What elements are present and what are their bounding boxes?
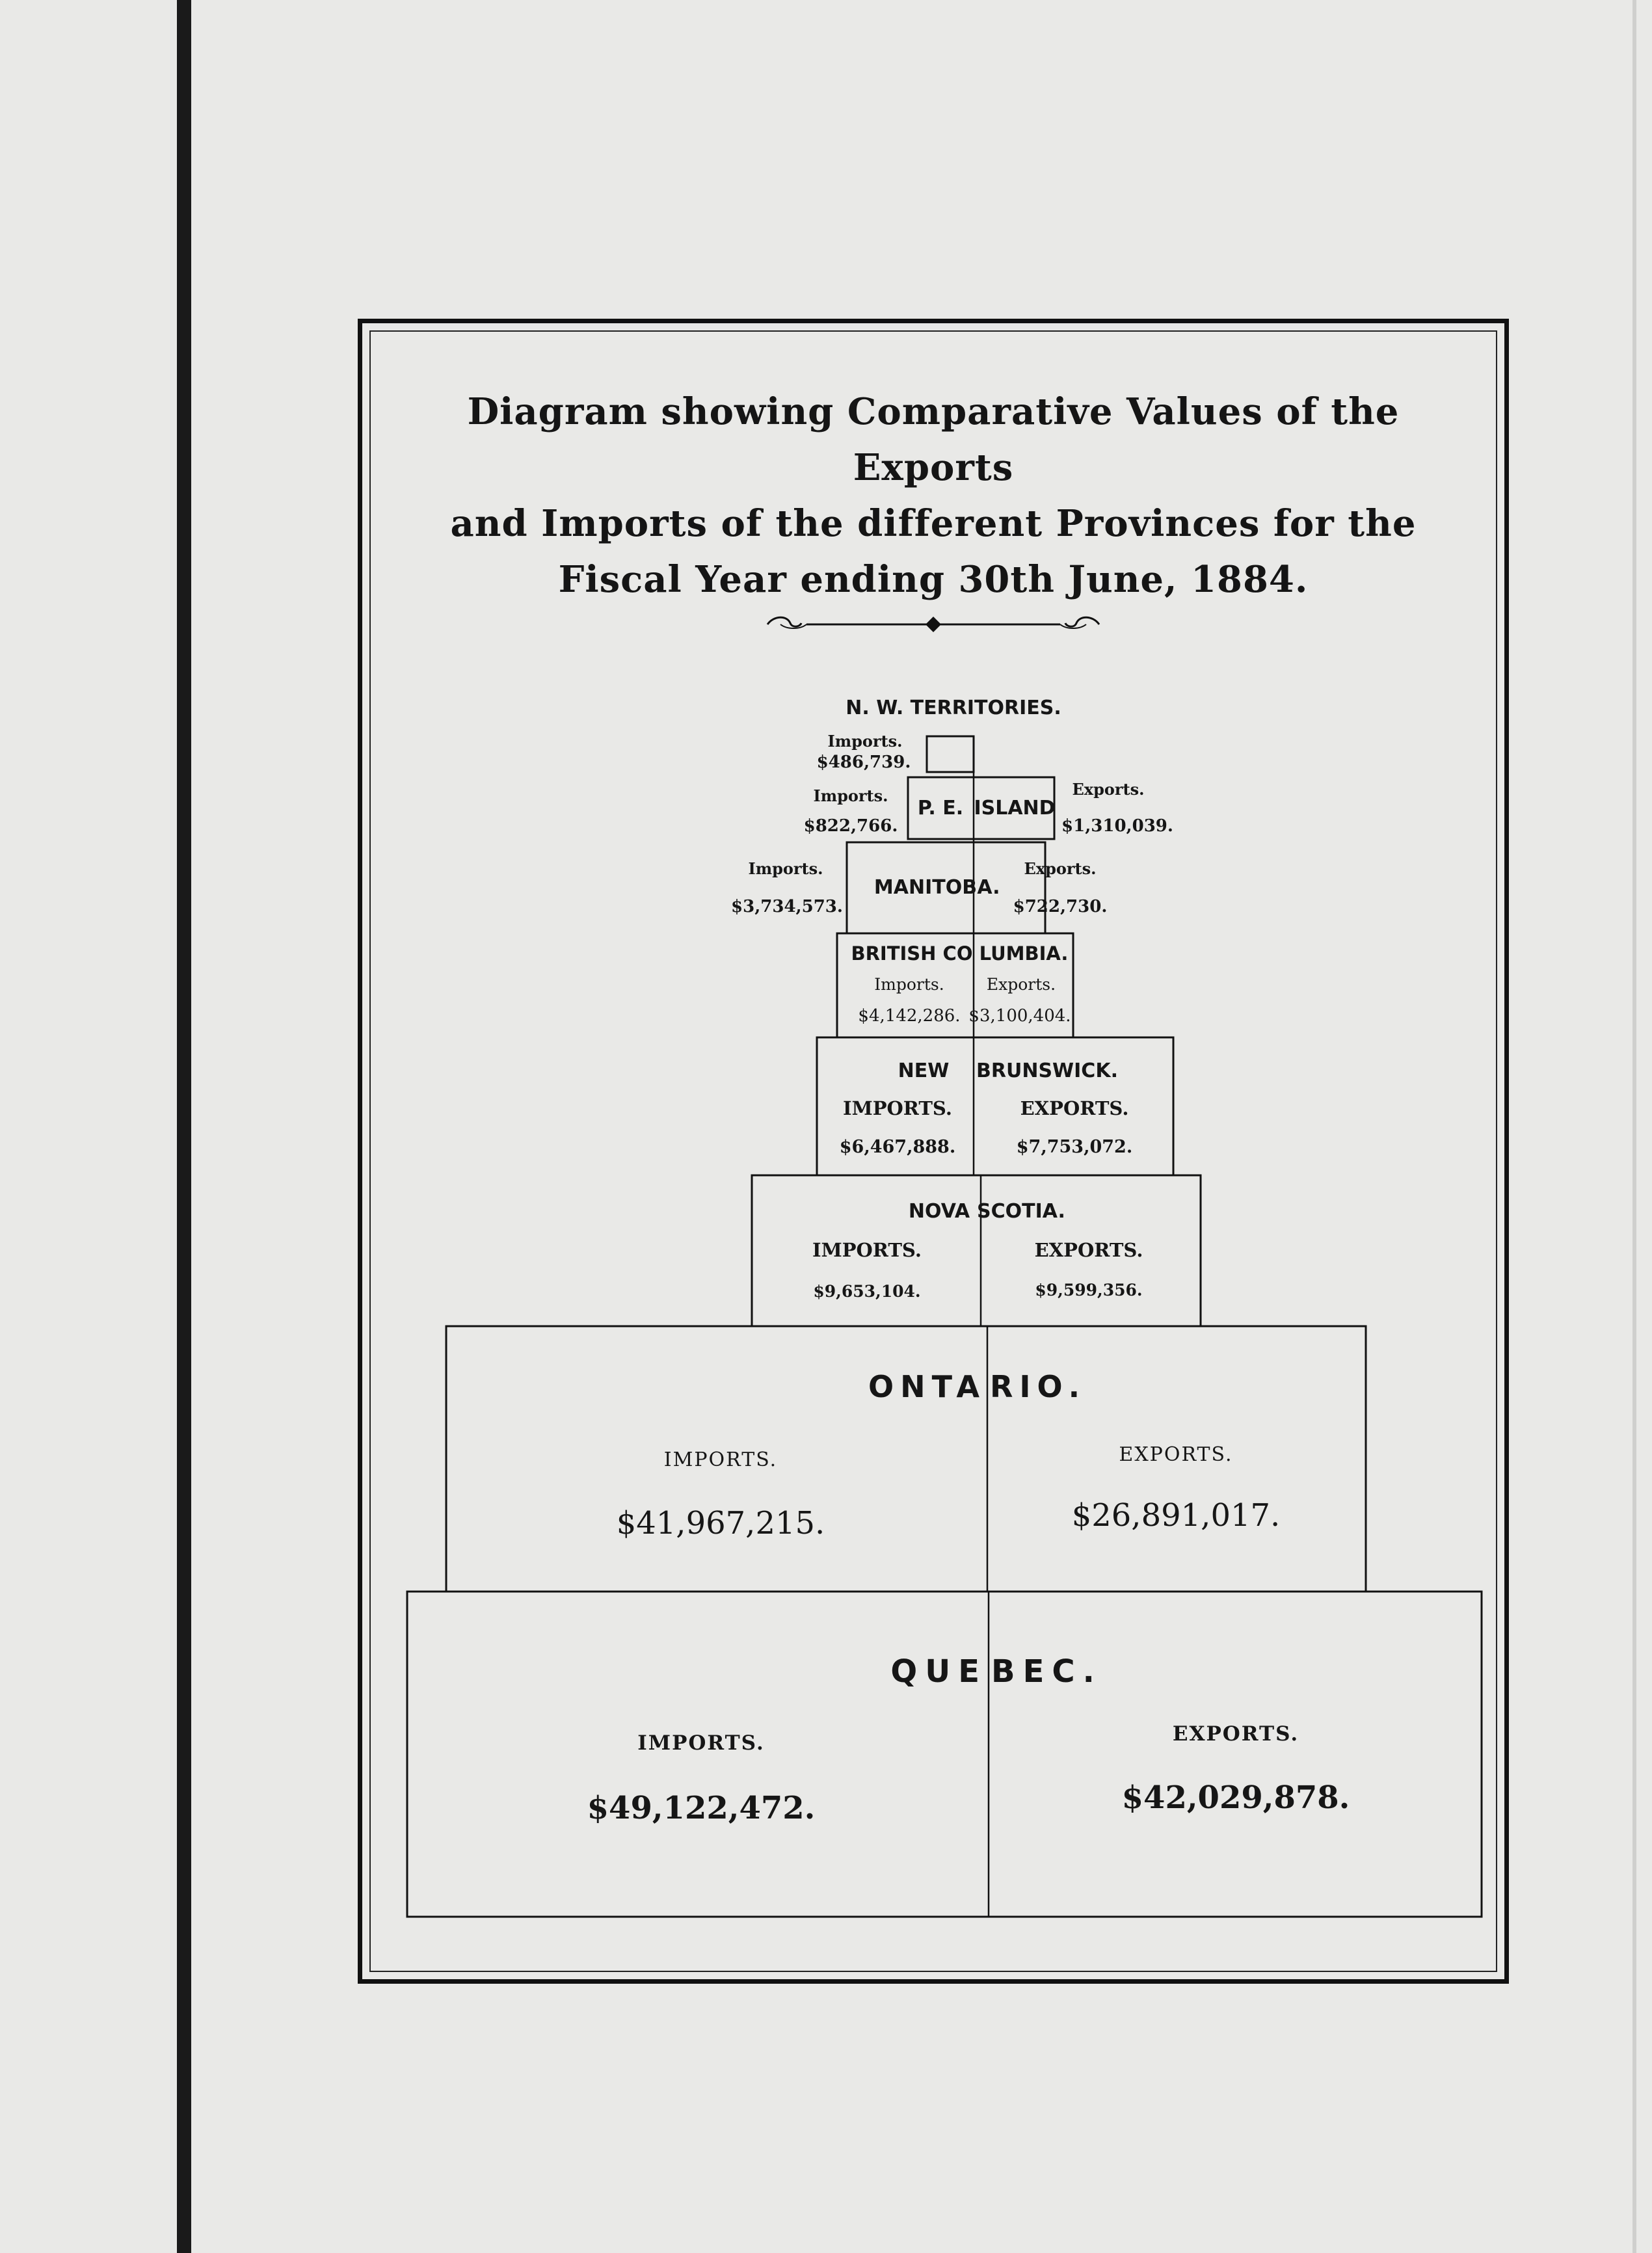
pei-imports-value: $822,766. bbox=[803, 816, 898, 836]
manitoba-imports-value: $3,734,573. bbox=[731, 897, 843, 916]
quebec-name-left: QUE bbox=[890, 1653, 987, 1690]
nb-exports-value: $7,753,072. bbox=[1016, 1137, 1133, 1157]
bc-exports-label: Exports. bbox=[986, 975, 1056, 994]
title-line-1: Diagram showing Comparative Values of the Exports bbox=[467, 390, 1400, 489]
ns-exports-label: EXPORTS. bbox=[1034, 1239, 1143, 1261]
nb-imports-value: $6,467,888. bbox=[839, 1137, 956, 1157]
ns-imports-label: IMPORTS. bbox=[812, 1239, 922, 1261]
quebec-imports-label: IMPORTS. bbox=[637, 1731, 765, 1755]
nwt-imports-value: $486,739. bbox=[816, 753, 911, 772]
manitoba-exports-value: $722,730. bbox=[1013, 897, 1108, 916]
box-nwt bbox=[927, 736, 974, 772]
bc-imports-label: Imports. bbox=[874, 975, 944, 994]
ns-imports-value: $9,653,104. bbox=[813, 1282, 921, 1301]
pei-exports-value: $1,310,039. bbox=[1061, 816, 1173, 836]
title-line-3: Fiscal Year ending 30th June, 1884. bbox=[558, 558, 1309, 601]
ontario-name-left: ONTA bbox=[868, 1369, 986, 1404]
quebec-imports-value: $49,122,472. bbox=[587, 1790, 816, 1826]
ontario-imports-label: IMPORTS. bbox=[663, 1448, 778, 1471]
title-line-2: and Imports of the different Provinces for the bbox=[450, 502, 1417, 545]
bc-name-right: LUMBIA. bbox=[979, 942, 1069, 965]
quebec-name-right: BEC. bbox=[991, 1653, 1102, 1690]
nb-imports-label: IMPORTS. bbox=[843, 1097, 952, 1119]
ns-name-right: SCOTIA. bbox=[977, 1200, 1065, 1223]
nwt-name: N. W. TERRITORIES. bbox=[846, 697, 1061, 719]
nb-name-right: BRUNSWICK. bbox=[976, 1060, 1118, 1082]
ontario-exports-label: EXPORTS. bbox=[1119, 1443, 1233, 1466]
ns-exports-value: $9,599,356. bbox=[1035, 1281, 1143, 1300]
bc-imports-value: $4,142,286. bbox=[858, 1006, 961, 1026]
pei-imports-label: Imports. bbox=[813, 786, 888, 805]
manitoba-imports-label: Imports. bbox=[748, 859, 823, 878]
ns-name-left: NOVA bbox=[908, 1200, 970, 1223]
nb-exports-label: EXPORTS. bbox=[1020, 1097, 1129, 1119]
pei-name-left: P. E. bbox=[917, 797, 964, 820]
box-quebec bbox=[407, 1592, 1482, 1917]
ontario-name-right: RIO. bbox=[990, 1369, 1087, 1404]
nwt-imports-label: Imports. bbox=[827, 732, 903, 751]
pei-name-right: ISLAND bbox=[974, 797, 1056, 820]
quebec-exports-label: EXPORTS. bbox=[1172, 1722, 1299, 1746]
manitoba-exports-label: Exports. bbox=[1024, 859, 1097, 878]
ontario-exports-value: $26,891,017. bbox=[1071, 1497, 1281, 1534]
bc-name-left: BRITISH CO bbox=[851, 942, 973, 965]
ontario-imports-value: $41,967,215. bbox=[616, 1505, 825, 1541]
bc-exports-value: $3,100,404. bbox=[968, 1006, 1071, 1026]
nb-name-left: NEW bbox=[898, 1060, 950, 1082]
pei-exports-label: Exports. bbox=[1072, 780, 1145, 799]
quebec-exports-value: $42,029,878. bbox=[1121, 1780, 1350, 1816]
manitoba-name-right: A. bbox=[977, 876, 1000, 899]
manitoba-name-left: MANITOB bbox=[873, 876, 978, 899]
